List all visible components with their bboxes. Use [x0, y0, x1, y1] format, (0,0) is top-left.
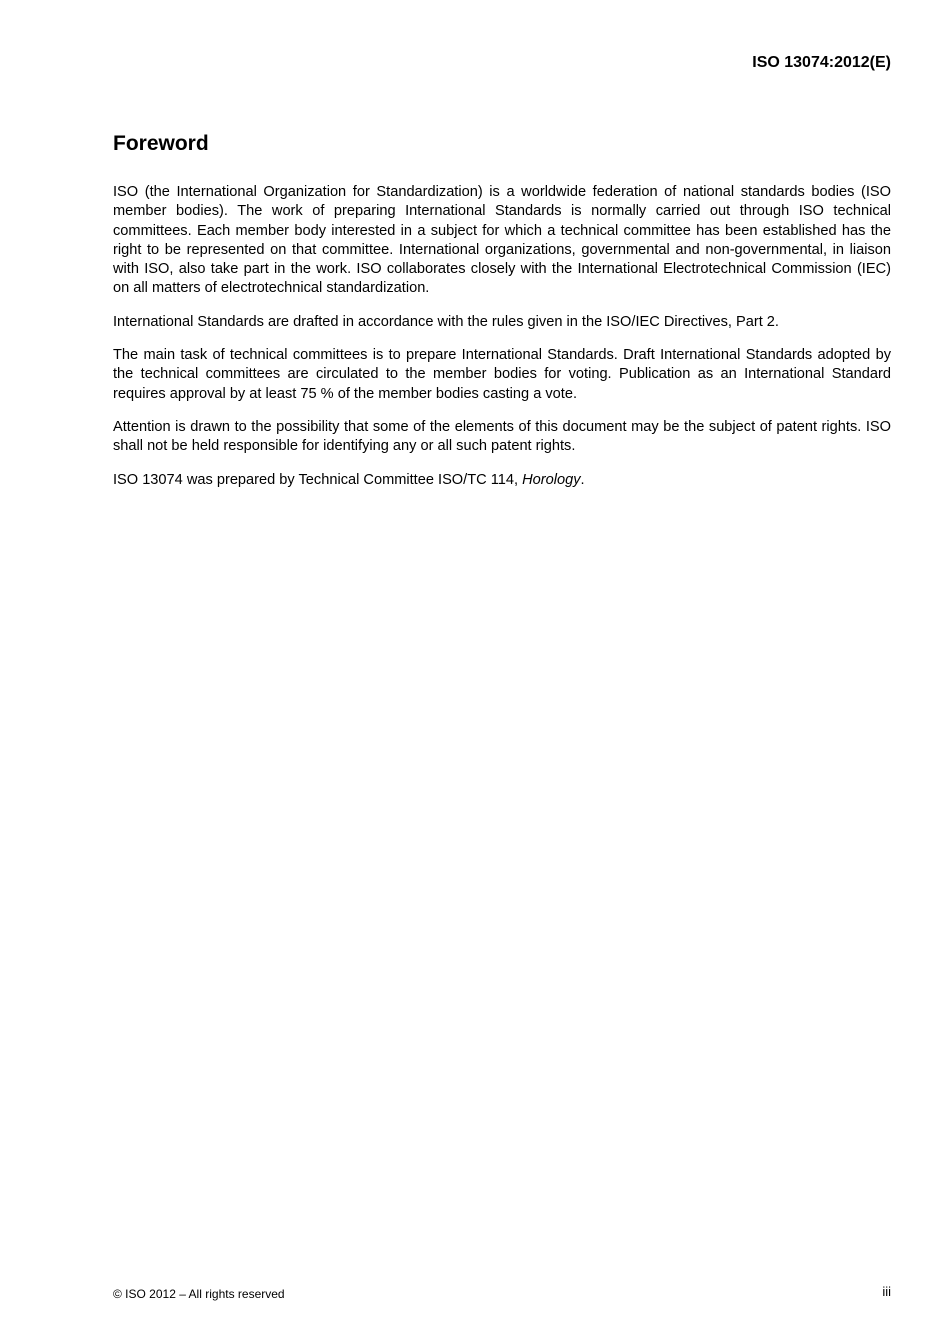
paragraph-directives: International Standards are drafted in accordance with the rules given in the ISO/IEC Directives, Part 2.	[113, 313, 779, 330]
page-header-reference: ISO 13074:2012(E)	[752, 54, 891, 71]
foreword-body	[113, 183, 891, 504]
paragraph-patent-rights: Attention is drawn to the possibility that some of the elements of this document may be the subject of patent rights. ISO shall not be held responsible for identifying any or all such patent rights.	[113, 418, 891, 455]
prepared-by-period: .	[580, 471, 585, 488]
footer-page-number: iii	[882, 1284, 891, 1299]
section-title: Foreword	[113, 132, 209, 155]
paragraph-technical-committees: The main task of technical committees is to prepare International Standards. Draft International Standards adopted by the technical committees are circulated to the member bodies for voting. Publication as an International Standard requires approval by at least 75 % of the member bodies casting a vote.	[113, 347, 891, 402]
paragraph-prepared-by	[113, 471, 891, 490]
paragraph-iso-federation: ISO (the International Organization for Standardization) is a worldwide federation of national standards bodies (ISO member bodies). The work of preparing International Standards is normally carried out through ISO technical committees. Each member body interested in a subject for which a technical committee has been established has the right to be represented on that committee. International organizations, governmental and non-governmental, in liaison with ISO, also take part in the work. ISO collaborates closely with the International Electrotechnical Commission (IEC) on all matters of electrotechnical standardization.	[113, 184, 891, 297]
footer-copyright: © ISO 2012 – All rights reserved	[113, 1287, 285, 1301]
prepared-by-text: ISO 13074 was prepared by Technical Committee ISO/TC 114,	[113, 471, 523, 488]
committee-name: Horology	[522, 471, 581, 488]
